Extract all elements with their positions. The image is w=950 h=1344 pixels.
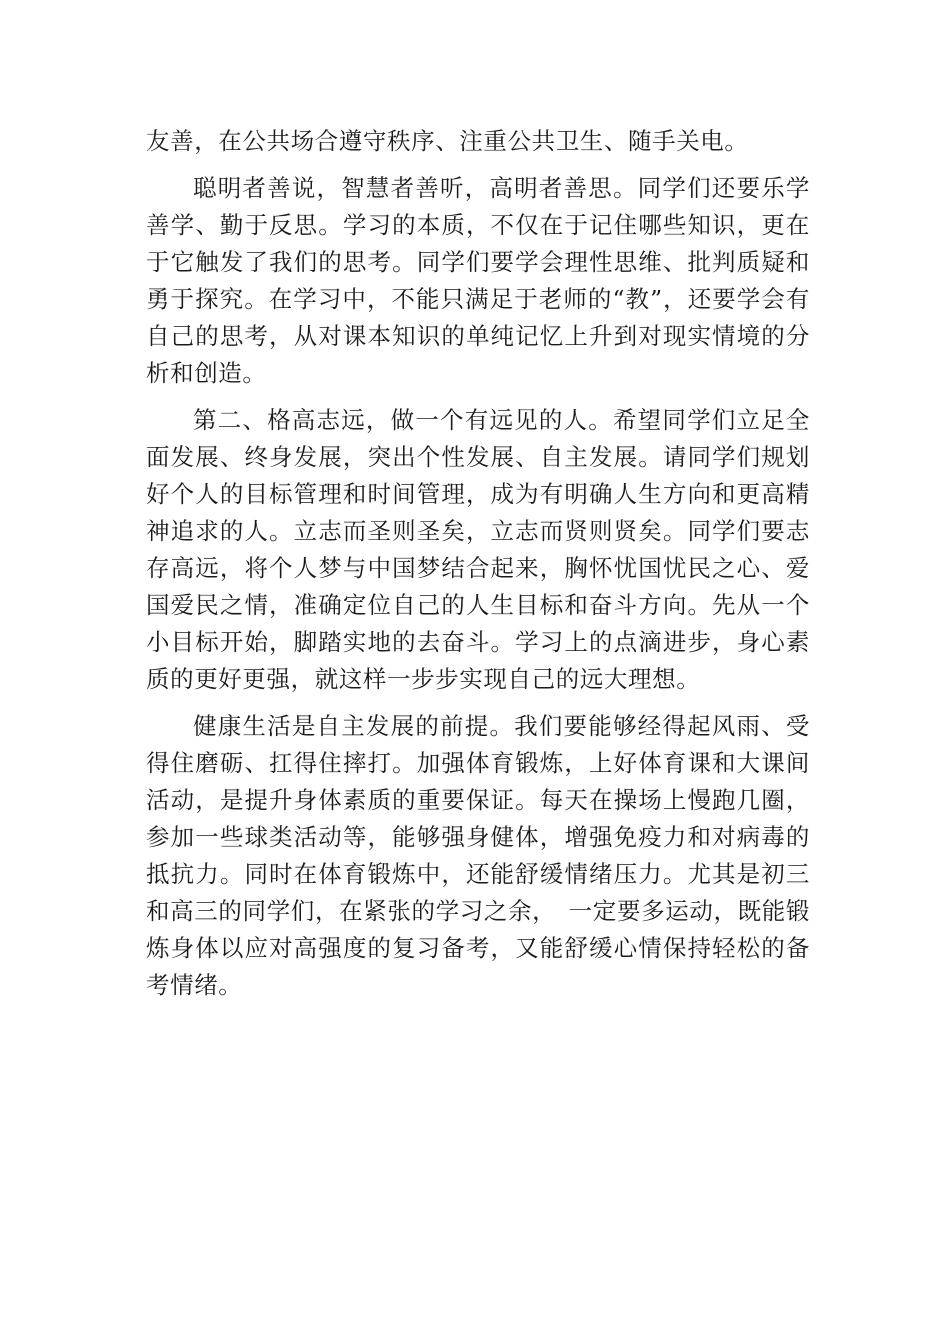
paragraph-3: 第二、格高志远，做一个有远见的人。希望同学们立足全面发展、终身发展，突出个性发展、自主发展。请同学们规划好个人的目标管理和时间管理，成为有明确人生方向和更高精神追求的人。立志而圣则圣矣，立志而贤则贤矣。同学们要志存高远，将个人梦与中国梦结合起来，胸怀忧国忧民之心、爱国爱民之情，准确定位自己的人生目标和奋斗方向。先从一个小目标开始，脚踏实地的去奋斗。学习上的点滴进步，身心素质的更好更强，就这样一步步实现自己的远大理想。 (146, 406, 810, 693)
paragraph-4: 健康生活是自主发展的前提。我们要能够经得起风雨、受得住磨砺、扛得住摔打。加强体育锻炼，上好体育课和大课间活动，是提升身体素质的重要保证。每天在操场上慢跑几圈，参加一些球类活动等，能够强身健体，增强免疫力和对病毒的抵抗力。同时在体育锻炼中，还能舒缓情绪压力。尤其是初三和高三的同学们，在紧张的学习之余， 一定要多运动，既能锻炼身体以应对高强度的复习备考，又能舒缓心情保持轻松的备考情绪。 (146, 712, 810, 999)
paragraph-1: 友善，在公共场合遵守秩序、注重公共卫生、随手关电。 (146, 127, 749, 155)
document-page (146, 123, 810, 1014)
paragraph-2: 聪明者善说，智慧者善听，高明者善思。同学们还要乐学善学、勤于反思。学习的本质，不仅在于记住哪些知识，更在于它触发了我们的思考。同学们要学会理性思维、批判质疑和勇于探究。在学习中，不能只满足于老师的“教”，还要学会有自己的思考，从对课本知识的单纯记忆上升到对现实情境的分析和创造。 (146, 174, 810, 387)
